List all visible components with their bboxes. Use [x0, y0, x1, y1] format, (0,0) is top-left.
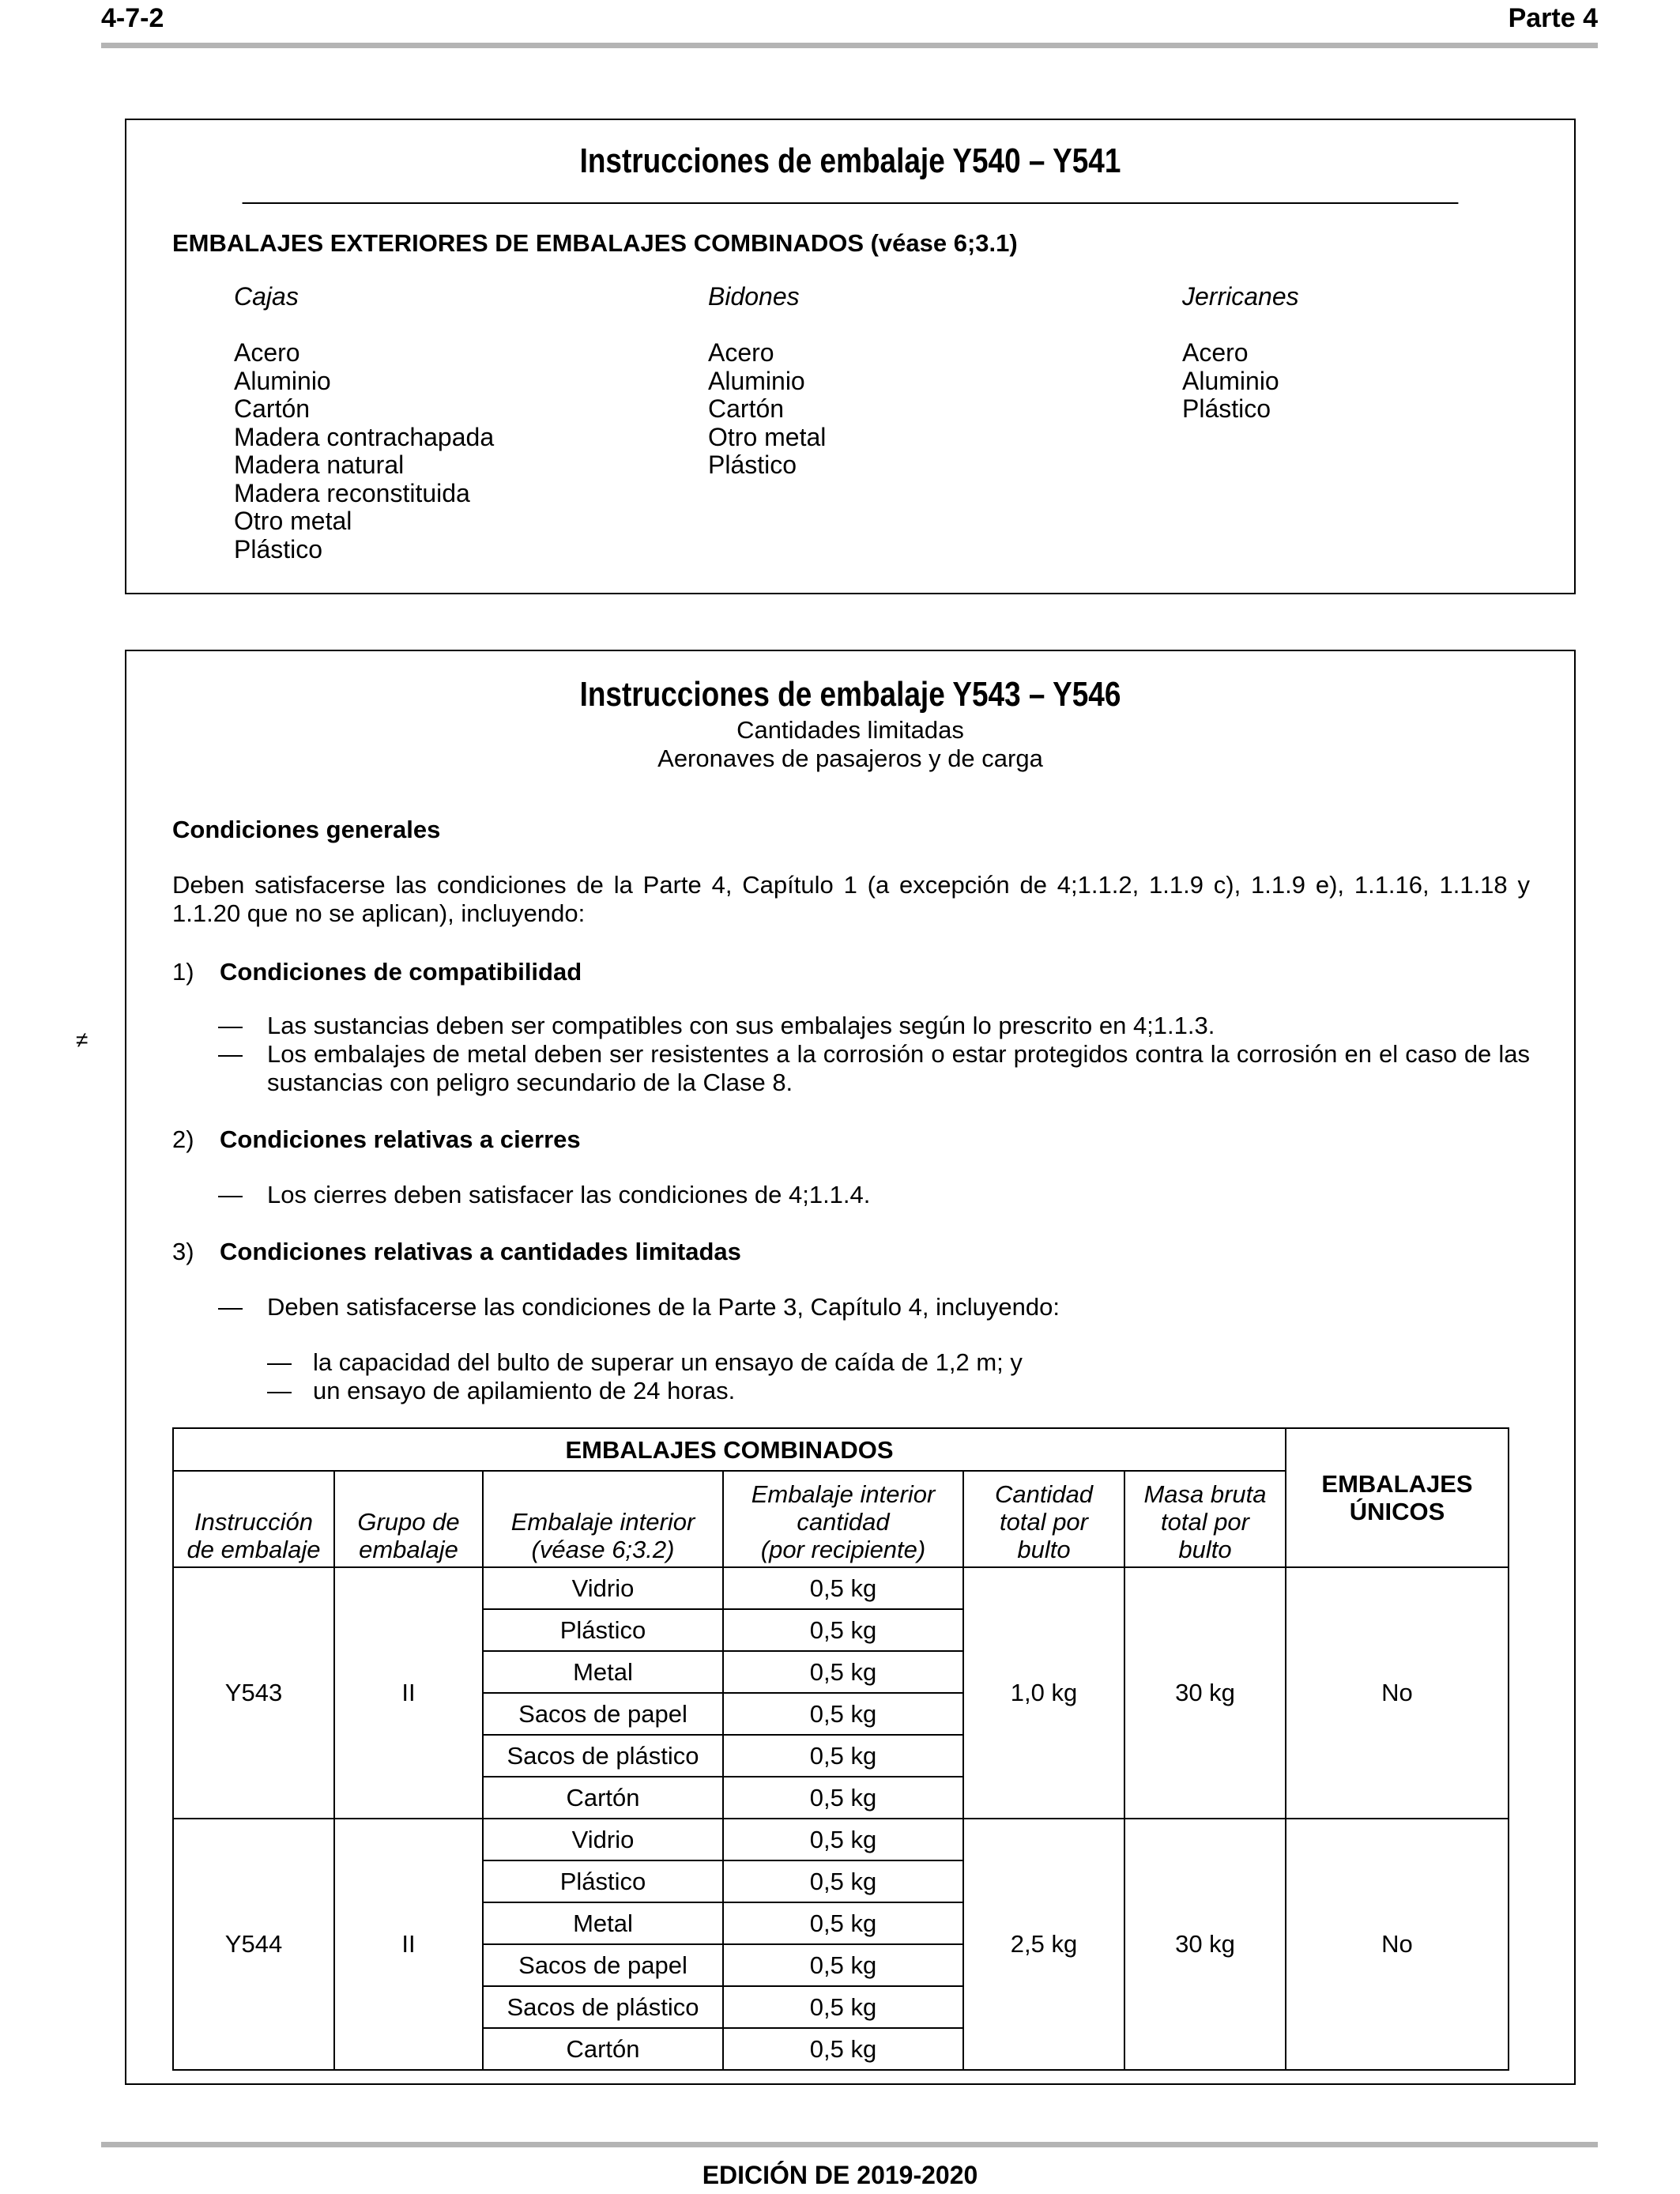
- list-item: Cartón: [234, 394, 311, 423]
- header-line: cantidad: [797, 1508, 890, 1536]
- mass-cell: 30 kg: [1124, 1567, 1286, 1819]
- section-number: 1): [172, 958, 194, 986]
- inner-type-cell: Cartón: [483, 2028, 723, 2070]
- list-item: Acero: [708, 338, 774, 367]
- section-heading: Condiciones relativas a cantidades limitadas: [220, 1238, 741, 1265]
- header-line: Masa bruta: [1143, 1480, 1267, 1508]
- inner-qty-cell: 0,5 kg: [723, 1860, 963, 1902]
- inner-type-cell: Cartón: [483, 1777, 723, 1819]
- list-item: Plástico: [1182, 394, 1271, 423]
- edition-footer: EDICIÓN DE 2019-2020: [702, 2161, 978, 2189]
- single-cell: No: [1286, 1819, 1509, 2070]
- list-item: Otro metal: [234, 507, 352, 535]
- header-line: Instrucción: [194, 1508, 313, 1536]
- dash-bullet: —: [267, 1377, 292, 1404]
- inner-type-cell: Metal: [483, 1651, 723, 1693]
- section-number: 3): [172, 1238, 194, 1265]
- header-line: ÚNICOS: [1349, 1498, 1445, 1525]
- dash-bullet: —: [218, 1181, 243, 1208]
- instruction-cell: Y543: [173, 1567, 334, 1819]
- list-item: Madera reconstituida: [234, 478, 470, 507]
- inner-type-cell: Metal: [483, 1902, 723, 1944]
- part-label: Parte 4: [1508, 3, 1598, 33]
- section-heading: EMBALAJES EXTERIORES DE EMBALAJES COMBINADOS (véase 6;3.1): [172, 229, 1018, 257]
- general-text: Deben satisfacerse las condiciones de la Parte 4, Capítulo 1 (a excepción de 4;1.1.2, 1.1.9 c), 1.1.9 e), 1.1.16, 1.1.18 y 1.1.20 que no se aplican), incluyendo:: [172, 871, 1530, 927]
- dash-bullet: —: [267, 1348, 292, 1376]
- packing-instruction-box-y543: [125, 650, 1576, 2085]
- column-heading: Cajas: [234, 282, 299, 311]
- group-cell: II: [334, 1819, 483, 2070]
- section-heading: Condiciones de compatibilidad: [220, 958, 582, 986]
- inner-qty-cell: 0,5 kg: [723, 1777, 963, 1819]
- inner-type-cell: Sacos de papel: [483, 1693, 723, 1735]
- section-heading: Condiciones relativas a cierres: [220, 1125, 581, 1153]
- change-mark: ≠: [76, 1027, 89, 1052]
- header-line: total por: [1160, 1508, 1249, 1536]
- header-line: Embalaje interior: [751, 1480, 936, 1508]
- column-cajas: [234, 283, 708, 564]
- column-jerricanes: [1182, 283, 1656, 424]
- packaging-table: [172, 1427, 1509, 2071]
- inner-quantity-header: [723, 1471, 963, 1567]
- list-item: Deben satisfacerse las condiciones de la Parte 3, Capítulo 4, incluyendo:: [267, 1293, 1060, 1321]
- instruction-cell: Y544: [173, 1819, 334, 2070]
- inner-type-cell: Plástico: [483, 1609, 723, 1651]
- list-item: la capacidad del bulto de superar un ensayo de caída de 1,2 m; y: [313, 1348, 1023, 1376]
- total-cell: 2,5 kg: [963, 1819, 1124, 2070]
- dash-bullet: —: [218, 1293, 243, 1321]
- group-header-cell: [334, 1471, 483, 1567]
- header-line: (véase 6;3.2): [531, 1536, 675, 1563]
- inner-qty-cell: 0,5 kg: [723, 1609, 963, 1651]
- dash-bullet: —: [218, 1012, 243, 1039]
- mass-cell: 30 kg: [1124, 1819, 1286, 2070]
- packing-instruction-box-y540: [125, 119, 1576, 594]
- table-row: [173, 1819, 1509, 1860]
- header-rule: [101, 43, 1598, 48]
- inner-packaging-header: [483, 1471, 723, 1567]
- inner-type-cell: Sacos de papel: [483, 1944, 723, 1986]
- header-line: Embalaje interior: [510, 1508, 695, 1536]
- list-item: Madera contrachapada: [234, 422, 495, 451]
- inner-qty-cell: 0,5 kg: [723, 1567, 963, 1609]
- box-title: Instrucciones de embalaje Y540 – Y541: [243, 120, 1459, 204]
- inner-qty-cell: 0,5 kg: [723, 2028, 963, 2070]
- inner-qty-cell: 0,5 kg: [723, 1651, 963, 1693]
- header-line: total por: [999, 1508, 1088, 1536]
- list-item: Los cierres deben satisfacer las condiciones de 4;1.1.4.: [267, 1181, 871, 1208]
- list-item: Las sustancias deben ser compatibles con sus embalajes según lo prescrito en 4;1.1.3.: [267, 1012, 1215, 1039]
- page-number: 4-7-2: [101, 3, 164, 33]
- header-line: (por recipiente): [760, 1536, 926, 1563]
- list-item: Plástico: [708, 450, 797, 479]
- total-cell: 1,0 kg: [963, 1567, 1124, 1819]
- inner-qty-cell: 0,5 kg: [723, 1902, 963, 1944]
- inner-qty-cell: 0,5 kg: [723, 1735, 963, 1777]
- section-number: 2): [172, 1125, 194, 1153]
- header-line: bulto: [1178, 1536, 1232, 1563]
- header-line: de embalaje: [186, 1536, 321, 1563]
- header-line: EMBALAJES: [1321, 1470, 1473, 1498]
- list-item: Acero: [1182, 338, 1249, 367]
- footer-rule: [101, 2142, 1598, 2147]
- list-item: Aluminio: [1182, 366, 1279, 395]
- inner-type-cell: Sacos de plástico: [483, 1735, 723, 1777]
- list-item: Aluminio: [708, 366, 805, 395]
- header-line: bulto: [1017, 1536, 1071, 1563]
- list-item: Otro metal: [708, 422, 827, 451]
- gross-mass-header: [1124, 1471, 1286, 1567]
- general-heading: Condiciones generales: [172, 816, 441, 843]
- group-header: EMBALAJES COMBINADOS: [173, 1428, 1286, 1471]
- inner-qty-cell: 0,5 kg: [723, 1986, 963, 2028]
- inner-type-cell: Plástico: [483, 1860, 723, 1902]
- total-quantity-header: [963, 1471, 1124, 1567]
- single-packagings-header: [1286, 1428, 1509, 1567]
- inner-type-cell: Vidrio: [483, 1567, 723, 1609]
- header-line: Grupo de: [357, 1508, 460, 1536]
- list-item: Madera natural: [234, 450, 405, 479]
- box-title: Instrucciones de embalaje Y543 – Y546: [579, 675, 1121, 714]
- inner-qty-cell: 0,5 kg: [723, 1819, 963, 1860]
- column-bidones: [708, 283, 1182, 480]
- list-item: un ensayo de apilamiento de 24 horas.: [313, 1377, 736, 1404]
- column-heading: Bidones: [708, 282, 800, 311]
- column-heading: Jerricanes: [1182, 282, 1299, 311]
- subtitle: Aeronaves de pasajeros y de carga: [657, 744, 1043, 772]
- list-item: Plástico: [234, 534, 323, 564]
- group-cell: II: [334, 1567, 483, 1819]
- list-item: Cartón: [708, 394, 785, 423]
- single-cell: No: [1286, 1567, 1509, 1819]
- dash-bullet: —: [218, 1040, 243, 1068]
- table-row: [173, 1567, 1509, 1609]
- list-item: Los embalajes de metal deben ser resistentes a la corrosión o estar protegidos contra la corrosión en el caso de las sustancias con peligro secundario de la Clase 8.: [267, 1040, 1530, 1096]
- instruction-header: [173, 1471, 334, 1567]
- header-line: Cantidad: [994, 1480, 1094, 1508]
- list-item: Acero: [234, 338, 300, 367]
- inner-qty-cell: 0,5 kg: [723, 1693, 963, 1735]
- inner-type-cell: Sacos de plástico: [483, 1986, 723, 2028]
- header-line: embalaje: [359, 1536, 458, 1563]
- list-item: Aluminio: [234, 366, 331, 395]
- inner-type-cell: Vidrio: [483, 1819, 723, 1860]
- subtitle: Cantidades limitadas: [736, 716, 964, 744]
- inner-qty-cell: 0,5 kg: [723, 1944, 963, 1986]
